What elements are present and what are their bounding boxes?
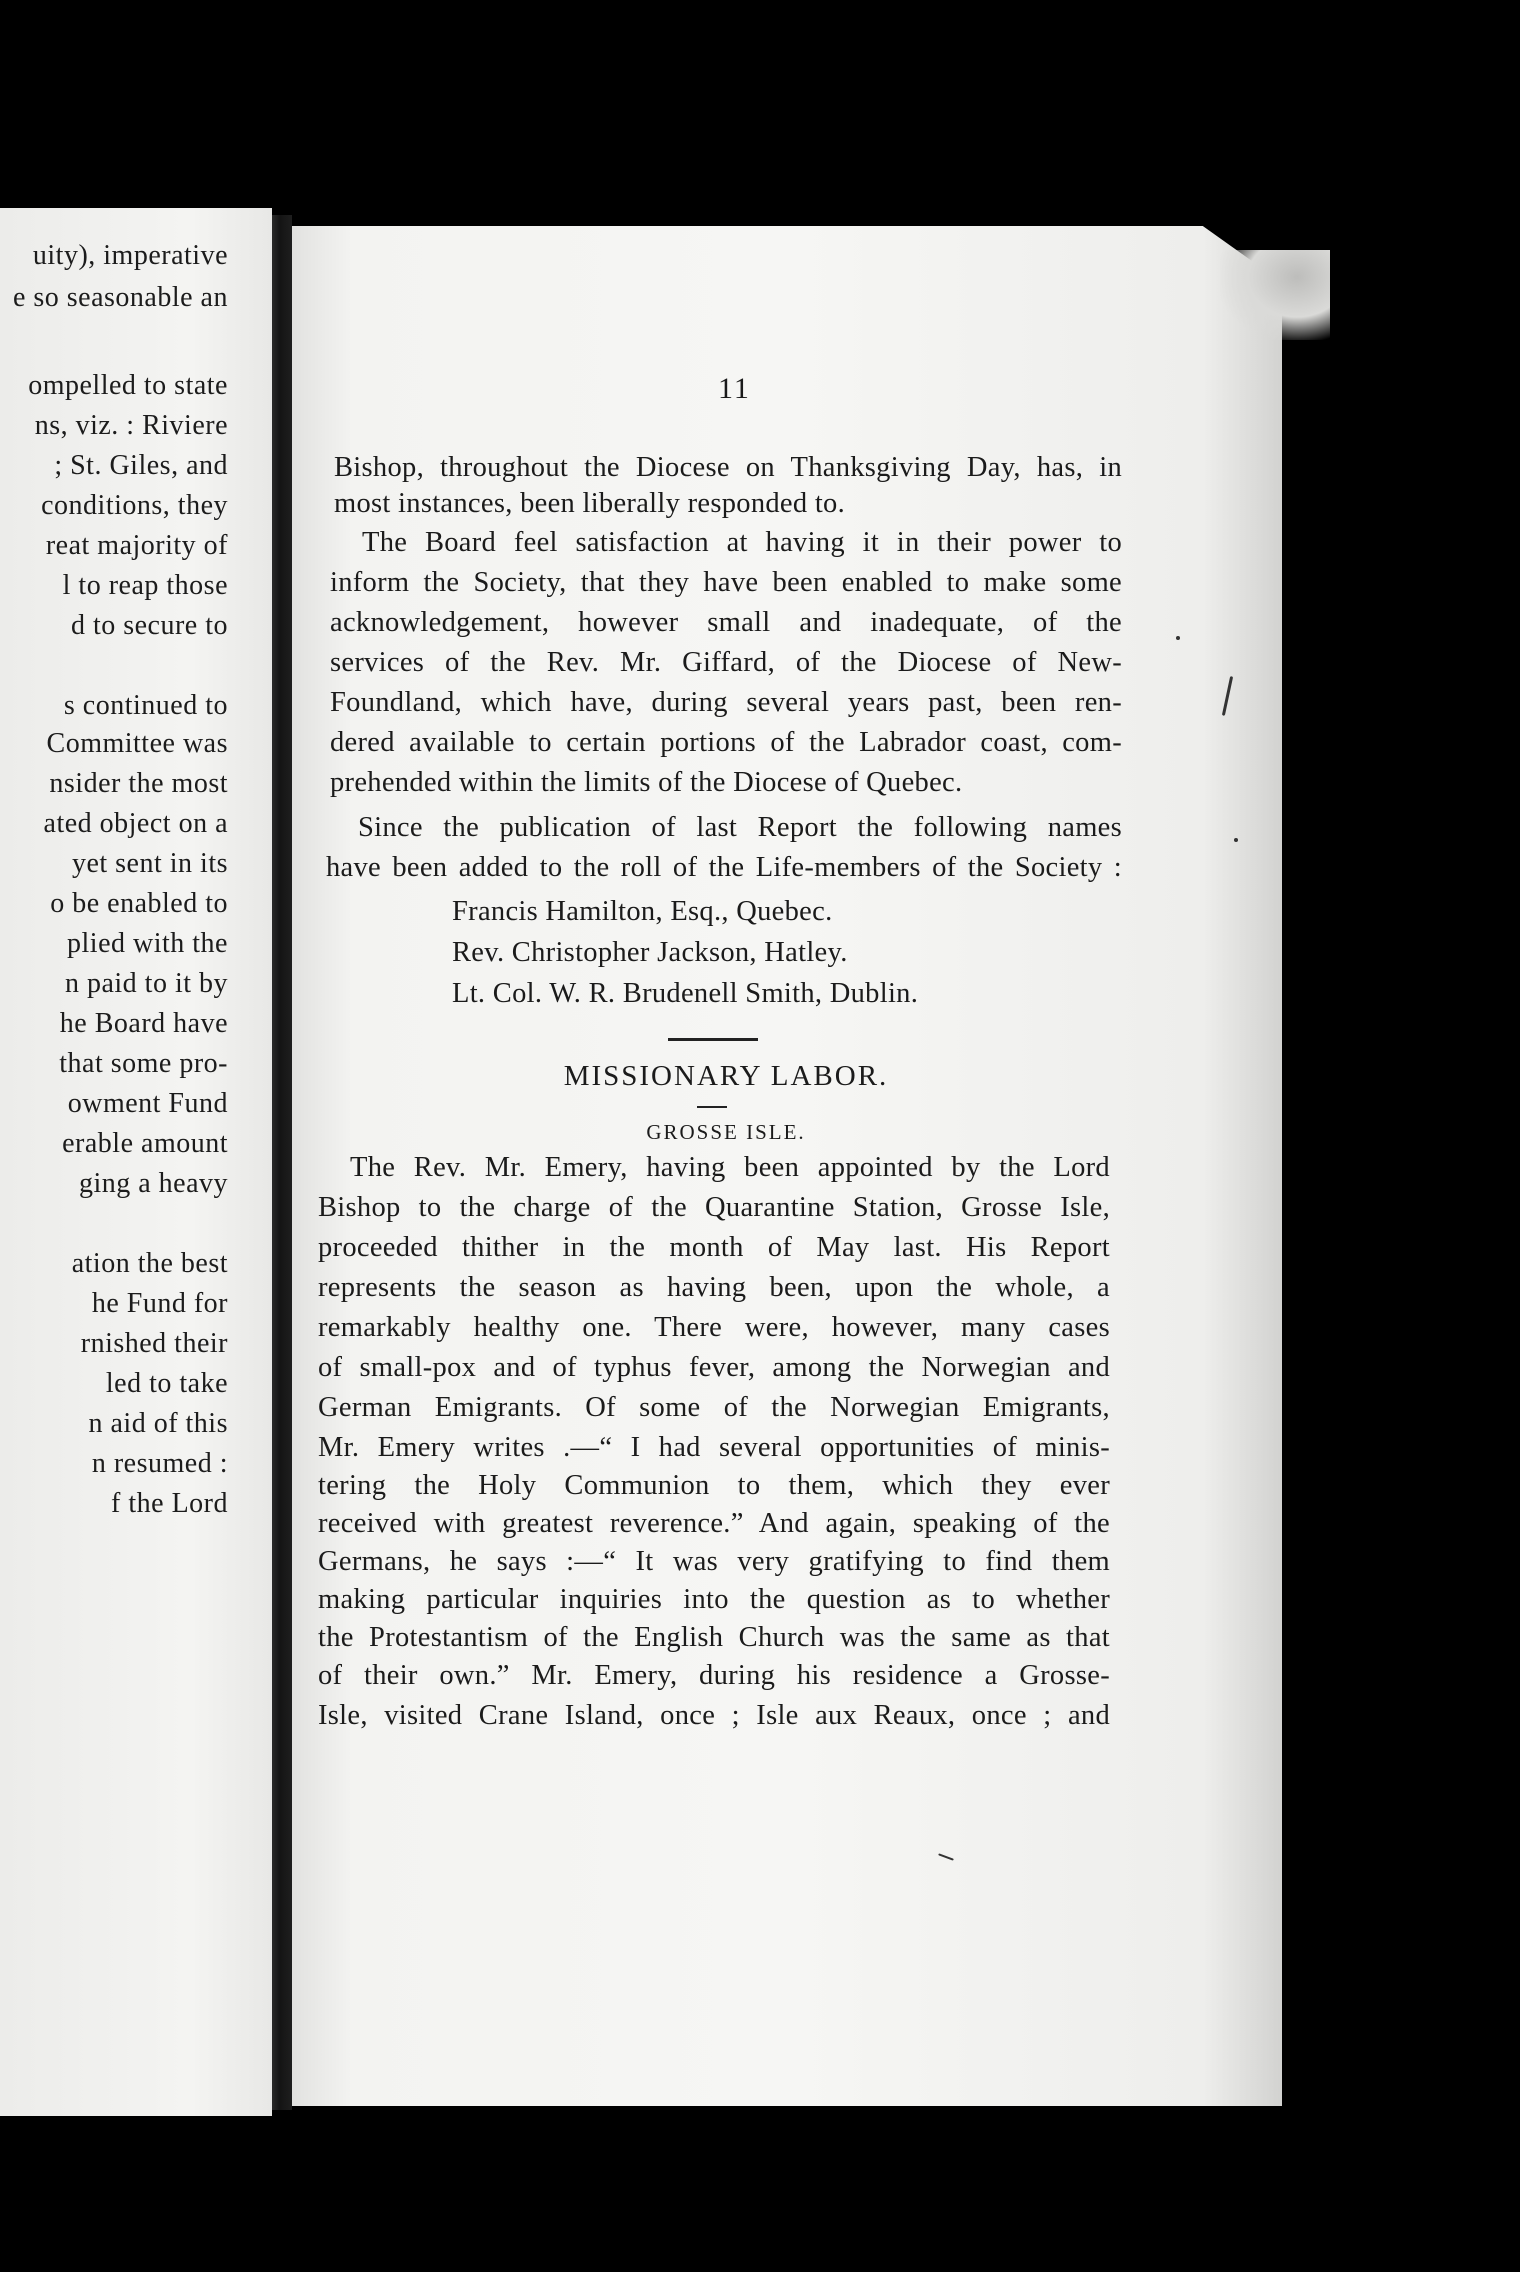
paragraph-line: remarkably healthy one. There were, however, many cases — [318, 1312, 1110, 1343]
section-heading: MISSIONARY LABOR. — [563, 1060, 889, 1092]
paragraph-line: prehended within the limits of the Diocese of Quebec. — [330, 767, 963, 798]
scan-speck — [1176, 636, 1180, 640]
left-page-text-line: n resumed : — [91, 1448, 228, 1479]
left-page-text-line: ging a heavy — [78, 1168, 228, 1199]
subheading-rule — [697, 1106, 727, 1108]
paragraph-line: Since the publication of last Report the following names — [358, 812, 1122, 843]
left-page-text-line: conditions, they — [41, 490, 228, 521]
left-page-text-line: s continued to — [63, 690, 228, 721]
paragraph-line: German Emigrants. Of some of the Norwegian Emigrants, — [318, 1392, 1110, 1423]
paragraph-line: making particular inquiries into the question as to whether — [318, 1584, 1110, 1615]
left-page-text-line: uity), imperative — [32, 240, 228, 271]
left-page-text-line: l to reap those — [62, 570, 228, 601]
left-page-text-line: Committee was — [46, 728, 228, 759]
left-page-text-line: ated object on a — [43, 808, 228, 839]
left-page-text-line: f the Lord — [111, 1488, 228, 1519]
left-page-text-line: ns, viz. : Riviere — [34, 410, 228, 441]
scan-speck — [1234, 838, 1238, 842]
paragraph-line: of their own.” Mr. Emery, during his residence a Grosse- — [318, 1660, 1110, 1691]
left-page-text-line: n paid to it by — [64, 968, 228, 999]
paragraph-line: most instances, been liberally responded to. — [334, 488, 846, 519]
paragraph-line: Germans, he says :—“ It was very gratifying to find them — [318, 1546, 1110, 1577]
left-page-text-line: n aid of this — [88, 1408, 228, 1439]
paragraph-line: have been added to the roll of the Life-members of the Society : — [326, 852, 1122, 883]
left-page-text-line: led to take — [105, 1368, 228, 1399]
left-page-text-line: erable amount — [62, 1128, 228, 1159]
paragraph-line: services of the Rev. Mr. Giffard, of the Diocese of New- — [330, 647, 1122, 678]
paragraph-line: of small-pox and of typhus fever, among the Norwegian and — [318, 1352, 1110, 1383]
paragraph-line: represents the season as having been, upon the whole, a — [318, 1272, 1110, 1303]
left-page-text-line: he Board have — [59, 1008, 228, 1039]
page-number: 11 — [718, 372, 751, 405]
paragraph-line: Bishop, throughout the Diocese on Thanksgiving Day, has, in — [334, 452, 1122, 483]
paragraph-line: acknowledgement, however small and inadequate, of the — [330, 607, 1122, 638]
book-gutter — [272, 215, 292, 2110]
left-page — [0, 208, 272, 2116]
paragraph-line: Bishop to the charge of the Quarantine Station, Grosse Isle, — [318, 1192, 1110, 1223]
left-page-text-line: ation the best — [71, 1248, 228, 1279]
left-page-text-line: o be enabled to — [50, 888, 228, 919]
paragraph-line: dered available to certain portions of the Labrador coast, com- — [330, 727, 1122, 758]
left-page-text-line: rnished their — [80, 1328, 228, 1359]
paragraph-line: proceeded thither in the month of May last. His Report — [318, 1232, 1110, 1263]
paragraph-line: The Board feel satisfaction at having it in their power to — [362, 527, 1122, 558]
left-page-text-line: owment Fund — [67, 1088, 228, 1119]
paragraph-line: The Rev. Mr. Emery, having been appointed by the Lord — [350, 1152, 1110, 1183]
left-page-text-line: e so seasonable an — [12, 282, 228, 313]
left-page-text-line: ; St. Giles, and — [54, 450, 228, 481]
left-page-text-line: nsider the most — [49, 768, 228, 799]
left-page-text-line: that some pro- — [59, 1048, 228, 1079]
paragraph-line: received with greatest reverence.” And again, speaking of the — [318, 1508, 1110, 1539]
paragraph-line: tering the Holy Communion to them, which they ever — [318, 1470, 1110, 1501]
paragraph-line: Isle, visited Crane Island, once ; Isle aux Reaux, once ; and — [318, 1700, 1110, 1731]
section-divider-rule — [668, 1038, 758, 1041]
life-member-entry: Rev. Christopher Jackson, Hatley. — [452, 937, 848, 968]
left-page-text-line: d to secure to — [70, 610, 228, 641]
paragraph-line: Foundland, which have, during several years past, been ren- — [330, 687, 1122, 718]
left-page-text-line: he Fund for — [91, 1288, 228, 1319]
life-member-entry: Lt. Col. W. R. Brudenell Smith, Dublin. — [452, 978, 919, 1009]
left-page-text-line: yet sent in its — [71, 848, 228, 879]
life-member-entry: Francis Hamilton, Esq., Quebec. — [452, 896, 833, 927]
paragraph-line: the Protestantism of the English Church was the same as that — [318, 1622, 1110, 1653]
page-corner-curl — [1220, 250, 1330, 340]
left-page-text-line: ompelled to state — [28, 370, 228, 401]
left-page-text-line: reat majority of — [45, 530, 228, 561]
paragraph-line: Mr. Emery writes .—“ I had several opportunities of minis- — [318, 1432, 1110, 1463]
sub-heading: GROSSE ISLE. — [646, 1120, 806, 1144]
left-page-text-line: plied with the — [67, 928, 228, 959]
paragraph-line: inform the Society, that they have been enabled to make some — [330, 567, 1122, 598]
